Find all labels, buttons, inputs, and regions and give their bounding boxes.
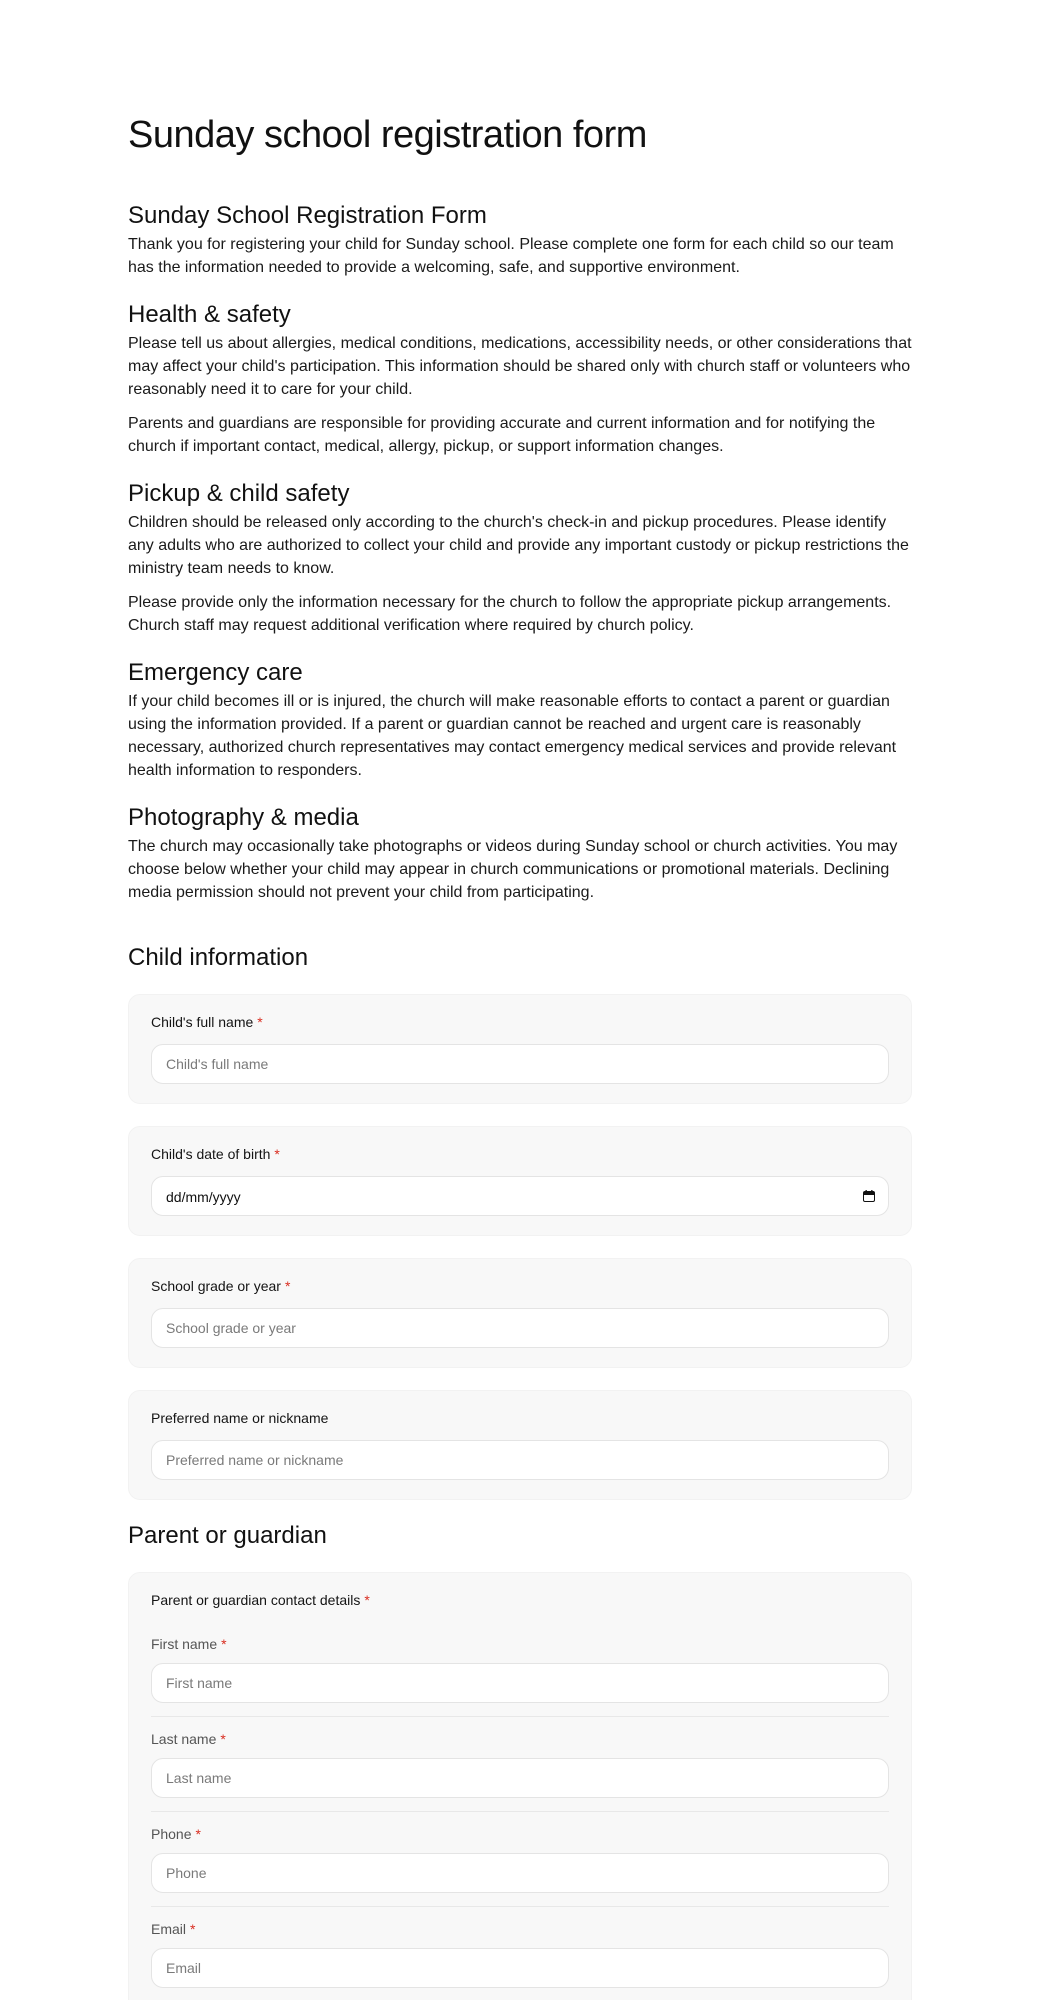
media-section	[128, 802, 912, 904]
child-full-name-label: Child's full name *	[151, 1014, 263, 1030]
health-text-2: Parents and guardians are responsible for providing accurate and current information and for notifying the church if important contact, medical, allergy, pickup, or support information changes.	[128, 415, 876, 455]
first-name-label: First name *	[151, 1636, 227, 1652]
emergency-heading: Emergency care	[128, 659, 303, 686]
pickup-section	[128, 478, 912, 637]
intro-text: Thank you for registering your child for Sunday school. Please complete one form for each child so our team has the information needed to provide a welcoming, safe, and supportive environment.	[128, 236, 894, 276]
child-full-name-input[interactable]	[151, 1044, 889, 1084]
required-marker: *	[257, 1014, 263, 1030]
intro-heading: Sunday School Registration Form	[128, 202, 487, 229]
school-grade-label: School grade or year *	[151, 1278, 291, 1294]
field-divider	[151, 1906, 889, 1907]
child-dob-input[interactable]	[151, 1176, 889, 1216]
child-dob-field	[128, 1126, 912, 1236]
child-information-heading: Child information	[128, 944, 309, 971]
pickup-heading: Pickup & child safety	[128, 480, 350, 507]
health-heading: Health & safety	[128, 301, 291, 328]
health-text-1: Please tell us about allergies, medical conditions, medications, accessibility needs, or other considerations that may affect your child's participation. This information should be shared only with church staff or volunteers who reasonably need it to care for your child.	[128, 335, 912, 398]
required-marker: *	[284, 1278, 291, 1294]
pickup-text-1: Children should be released only according to the church's check-in and pickup procedures. Please identify any adults who are authorized to collect your child and provide any important custody or pickup restrictions the ministry team needs to know.	[128, 514, 909, 577]
information-sections	[128, 200, 912, 904]
last-name-input[interactable]	[151, 1758, 889, 1798]
child-dob-label: Child's date of birth *	[151, 1146, 280, 1162]
email-label: Email *	[151, 1921, 196, 1937]
emergency-text: If your child becomes ill or is injured, the church will make reasonable efforts to contact a parent or guardian using the information provided. If a parent or guardian cannot be reached and urgent care is reasonably necessary, authorized church representatives may contact emergency medical services and provide relevant health information to responders.	[128, 693, 897, 779]
required-marker: *	[274, 1146, 280, 1162]
email-input[interactable]	[151, 1948, 889, 1988]
media-heading: Photography & media	[128, 804, 359, 831]
school-grade-field	[128, 1258, 912, 1368]
phone-input[interactable]	[151, 1853, 889, 1893]
health-section	[128, 299, 912, 458]
field-divider	[151, 1716, 889, 1717]
preferred-name-label: Preferred name or nickname	[151, 1410, 329, 1426]
calendar-icon[interactable]	[863, 1190, 875, 1202]
media-text: The church may occasionally take photographs or videos during Sunday school or church activities. You may choose below whether your child may appear in church communications or promotional materials. Declining media permission should not prevent your child from participating.	[128, 838, 898, 901]
preferred-name-input[interactable]	[151, 1440, 889, 1480]
preferred-name-field	[128, 1390, 912, 1500]
required-marker: *	[220, 1731, 226, 1747]
phone-label: Phone *	[151, 1826, 201, 1842]
required-marker: *	[190, 1921, 196, 1937]
required-marker: *	[221, 1636, 227, 1652]
guardian-contact-label: Parent or guardian contact details *	[151, 1592, 370, 1608]
emergency-section	[128, 657, 912, 782]
parent-guardian-heading: Parent or guardian	[128, 1522, 327, 1549]
field-divider	[151, 1811, 889, 1812]
school-grade-input[interactable]	[151, 1308, 889, 1348]
required-marker: *	[195, 1826, 201, 1842]
required-marker: *	[364, 1592, 370, 1608]
last-name-label: Last name *	[151, 1731, 226, 1747]
guardian-contact-group	[128, 1572, 912, 2000]
intro-section	[128, 200, 912, 279]
pickup-text-2: Please provide only the information necessary for the church to follow the appropriate pickup arrangements. Church staff may request additional verification where required by church policy.	[128, 594, 892, 634]
date-format-text: dd/mm/yyyy	[166, 1189, 241, 1205]
first-name-input[interactable]	[151, 1663, 889, 1703]
child-full-name-field	[128, 994, 912, 1104]
page-title: Sunday school registration form	[128, 114, 647, 156]
